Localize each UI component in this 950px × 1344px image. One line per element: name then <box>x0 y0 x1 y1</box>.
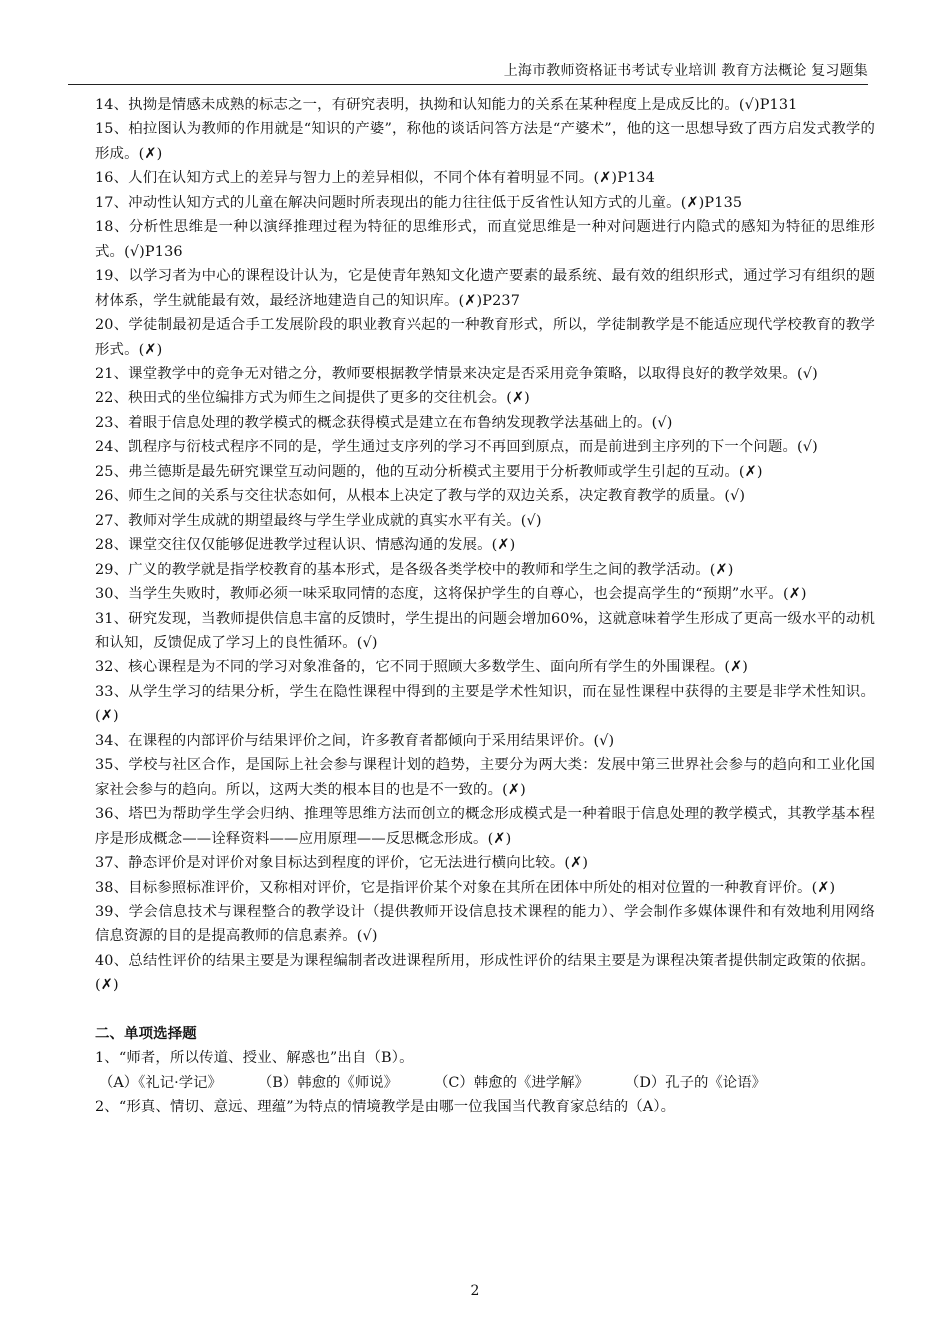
judgment-item-23: 23、着眼于信息处理的教学模式的概念获得模式是建立在布鲁纳发现教学法基础上的。(√) <box>95 414 673 431</box>
judgment-item-37: 37、静态评价是对评价对象目标达到程度的评价，它无法进行横向比较。(✗) <box>95 855 589 872</box>
judgment-item-38: 38、目标参照标准评价，又称相对评价，它是指评价某个对象在其所在团体中所处的相对位置的一种教育评价。(✗) <box>95 879 836 896</box>
judgment-item-31: 31、研究发现，当教师提供信息丰富的反馈时，学生提出的问题会增加60%，这就意味着学生形成了更高一级水平的动机和认知，反馈促成了学习上的良性循环。(√) <box>95 610 875 651</box>
judgment-item-25: 25、弗兰德斯是最先研究课堂互动问题的，他的互动分析模式主要用于分析教师或学生引起的互动。(✗) <box>95 463 763 480</box>
judgment-list <box>95 93 875 998</box>
judgment-item-29: 29、广义的教学就是指学校教育的基本形式，是各级各类学校中的教师和学生之间的教学活动。(✗) <box>95 561 734 578</box>
judgment-item-36: 36、塔巴为帮助学生学会归纳、推理等思维方法而创立的概念形成模式是一种着眼于信息处理的教学模式，其教学基本程序是形成概念——诠释资料——应用原理——反思概念形成。(✗) <box>95 806 875 847</box>
judgment-item-27: 27、教师对学生成就的期望最终与学生学业成就的真实水平有关。(√) <box>95 512 542 529</box>
judgment-item-24: 24、凯程序与衍枝式程序不同的是，学生通过支序列的学习不再回到原点，而是前进到主序列的下一个问题。(√) <box>95 439 818 456</box>
judgment-item-19: 19、以学习者为中心的课程设计认为，它是使青年熟知文化遗产要素的最系统、最有效的组织形式，通过学习有组织的题材体系，学生就能最有效，最经济地建造自己的知识库。(✗)P237 <box>95 268 875 309</box>
option-c: （C）韩愈的《进学解》 <box>434 1074 589 1091</box>
judgment-item-22: 22、秧田式的坐位编排方式为师生之间提供了更多的交往机会。(✗) <box>95 390 530 407</box>
judgment-item-18: 18、分析性思维是一种以演绎推理过程为特征的思维形式，而直觉思维是一种对问题进行内隐式的感知为特征的思维形式。(√)P136 <box>95 219 875 260</box>
judgment-item-32: 32、核心课程是为不同的学习对象准备的，它不同于照顾大多数学生、面向所有学生的外围课程。(✗) <box>95 659 749 676</box>
page-number: 2 <box>470 1283 480 1299</box>
option-b: （B）韩愈的《师说》 <box>257 1074 398 1091</box>
judgment-item-35: 35、学校与社区合作，是国际上社会参与课程计划的趋势，主要分为两大类：发展中第三世界社会参与的趋向和工业化国家社会参与的趋向。所以，这两大类的根本目的也是不一致的。(✗) <box>95 757 875 798</box>
choice-question-2: 2、“形真、情切、意远、理蕴”为特点的情境教学是由哪一位我国当代教育家总结的（A）。 <box>95 1099 676 1116</box>
judgment-item-17: 17、冲动性认知方式的儿童在解决问题时所表现出的能力往往低于反省性认知方式的儿童。(✗)P135 <box>95 194 743 211</box>
judgment-item-40: 40、总结性评价的结果主要是为课程编制者改进课程所用，形成性评价的结果主要是为课程决策者提供制定政策的依据。(✗) <box>95 952 875 994</box>
judgment-item-15: 15、柏拉图认为教师的作用就是“知识的产婆”，称他的谈话问答方法是“产婆术”，他的这一思想导致了西方启发式教学的形成。(✗) <box>95 121 875 162</box>
judgment-item-30: 30、当学生失败时，教师必须一味采取同情的态度，这将保护学生的自尊心，也会提高学生的“预期”水平。(✗) <box>95 586 807 603</box>
page-content <box>95 93 875 1120</box>
option-d: （D）孔子的《论语》 <box>624 1074 766 1091</box>
judgment-item-21: 21、课堂教学中的竞争无对错之分，教师要根据教学情景来决定是否采用竞争策略，以取得良好的教学效果。(√) <box>95 365 818 382</box>
judgment-item-34: 34、在课程的内部评价与结果评价之间，许多教育者都倾向于采用结果评价。(√) <box>95 732 615 749</box>
choice-options-1 <box>95 1071 875 1095</box>
option-a: （A）《礼记·学记》 <box>99 1074 222 1091</box>
header-text: 上海市教师资格证书考试专业培训 教育方法概论 复习题集 <box>503 63 868 79</box>
choice-question-1: 1、“师者，所以传道、授业、解惑也”出自（B）。 <box>95 1050 414 1067</box>
judgment-item-26: 26、师生之间的关系与交往状态如何，从根本上决定了教与学的双边关系，决定教育教学的质量。(√) <box>95 488 746 505</box>
page-header <box>68 58 868 85</box>
section-heading: 二、单项选择题 <box>95 1025 197 1042</box>
judgment-item-14: 14、执拗是情感未成熟的标志之一，有研究表明，执拗和认知能力的关系在某种程度上是成反比的。(√)P131 <box>95 97 798 113</box>
judgment-item-28: 28、课堂交往仅仅能够促进教学过程认识、情感沟通的发展。(✗) <box>95 537 516 554</box>
judgment-item-33: 33、从学生学习的结果分析，学生在隐性课程中得到的主要是学术性知识，而在显性课程中获得的主要是非学术性知识。(✗) <box>95 683 875 725</box>
judgment-item-39: 39、学会信息技术与课程整合的教学设计（提供教师开设信息技术课程的能力）、学会制作多媒体课件和有效地利用网络信息资源的目的是提高教师的信息素养。(√) <box>95 903 875 945</box>
judgment-item-16: 16、人们在认知方式上的差异与智力上的差异相似，不同个体有着明显不同。(✗)P134 <box>95 170 655 187</box>
judgment-item-20: 20、学徒制最初是适合手工发展阶段的职业教育兴起的一种教育形式，所以，学徒制教学是不能适应现代学校教育的教学形式。(✗) <box>95 317 875 358</box>
